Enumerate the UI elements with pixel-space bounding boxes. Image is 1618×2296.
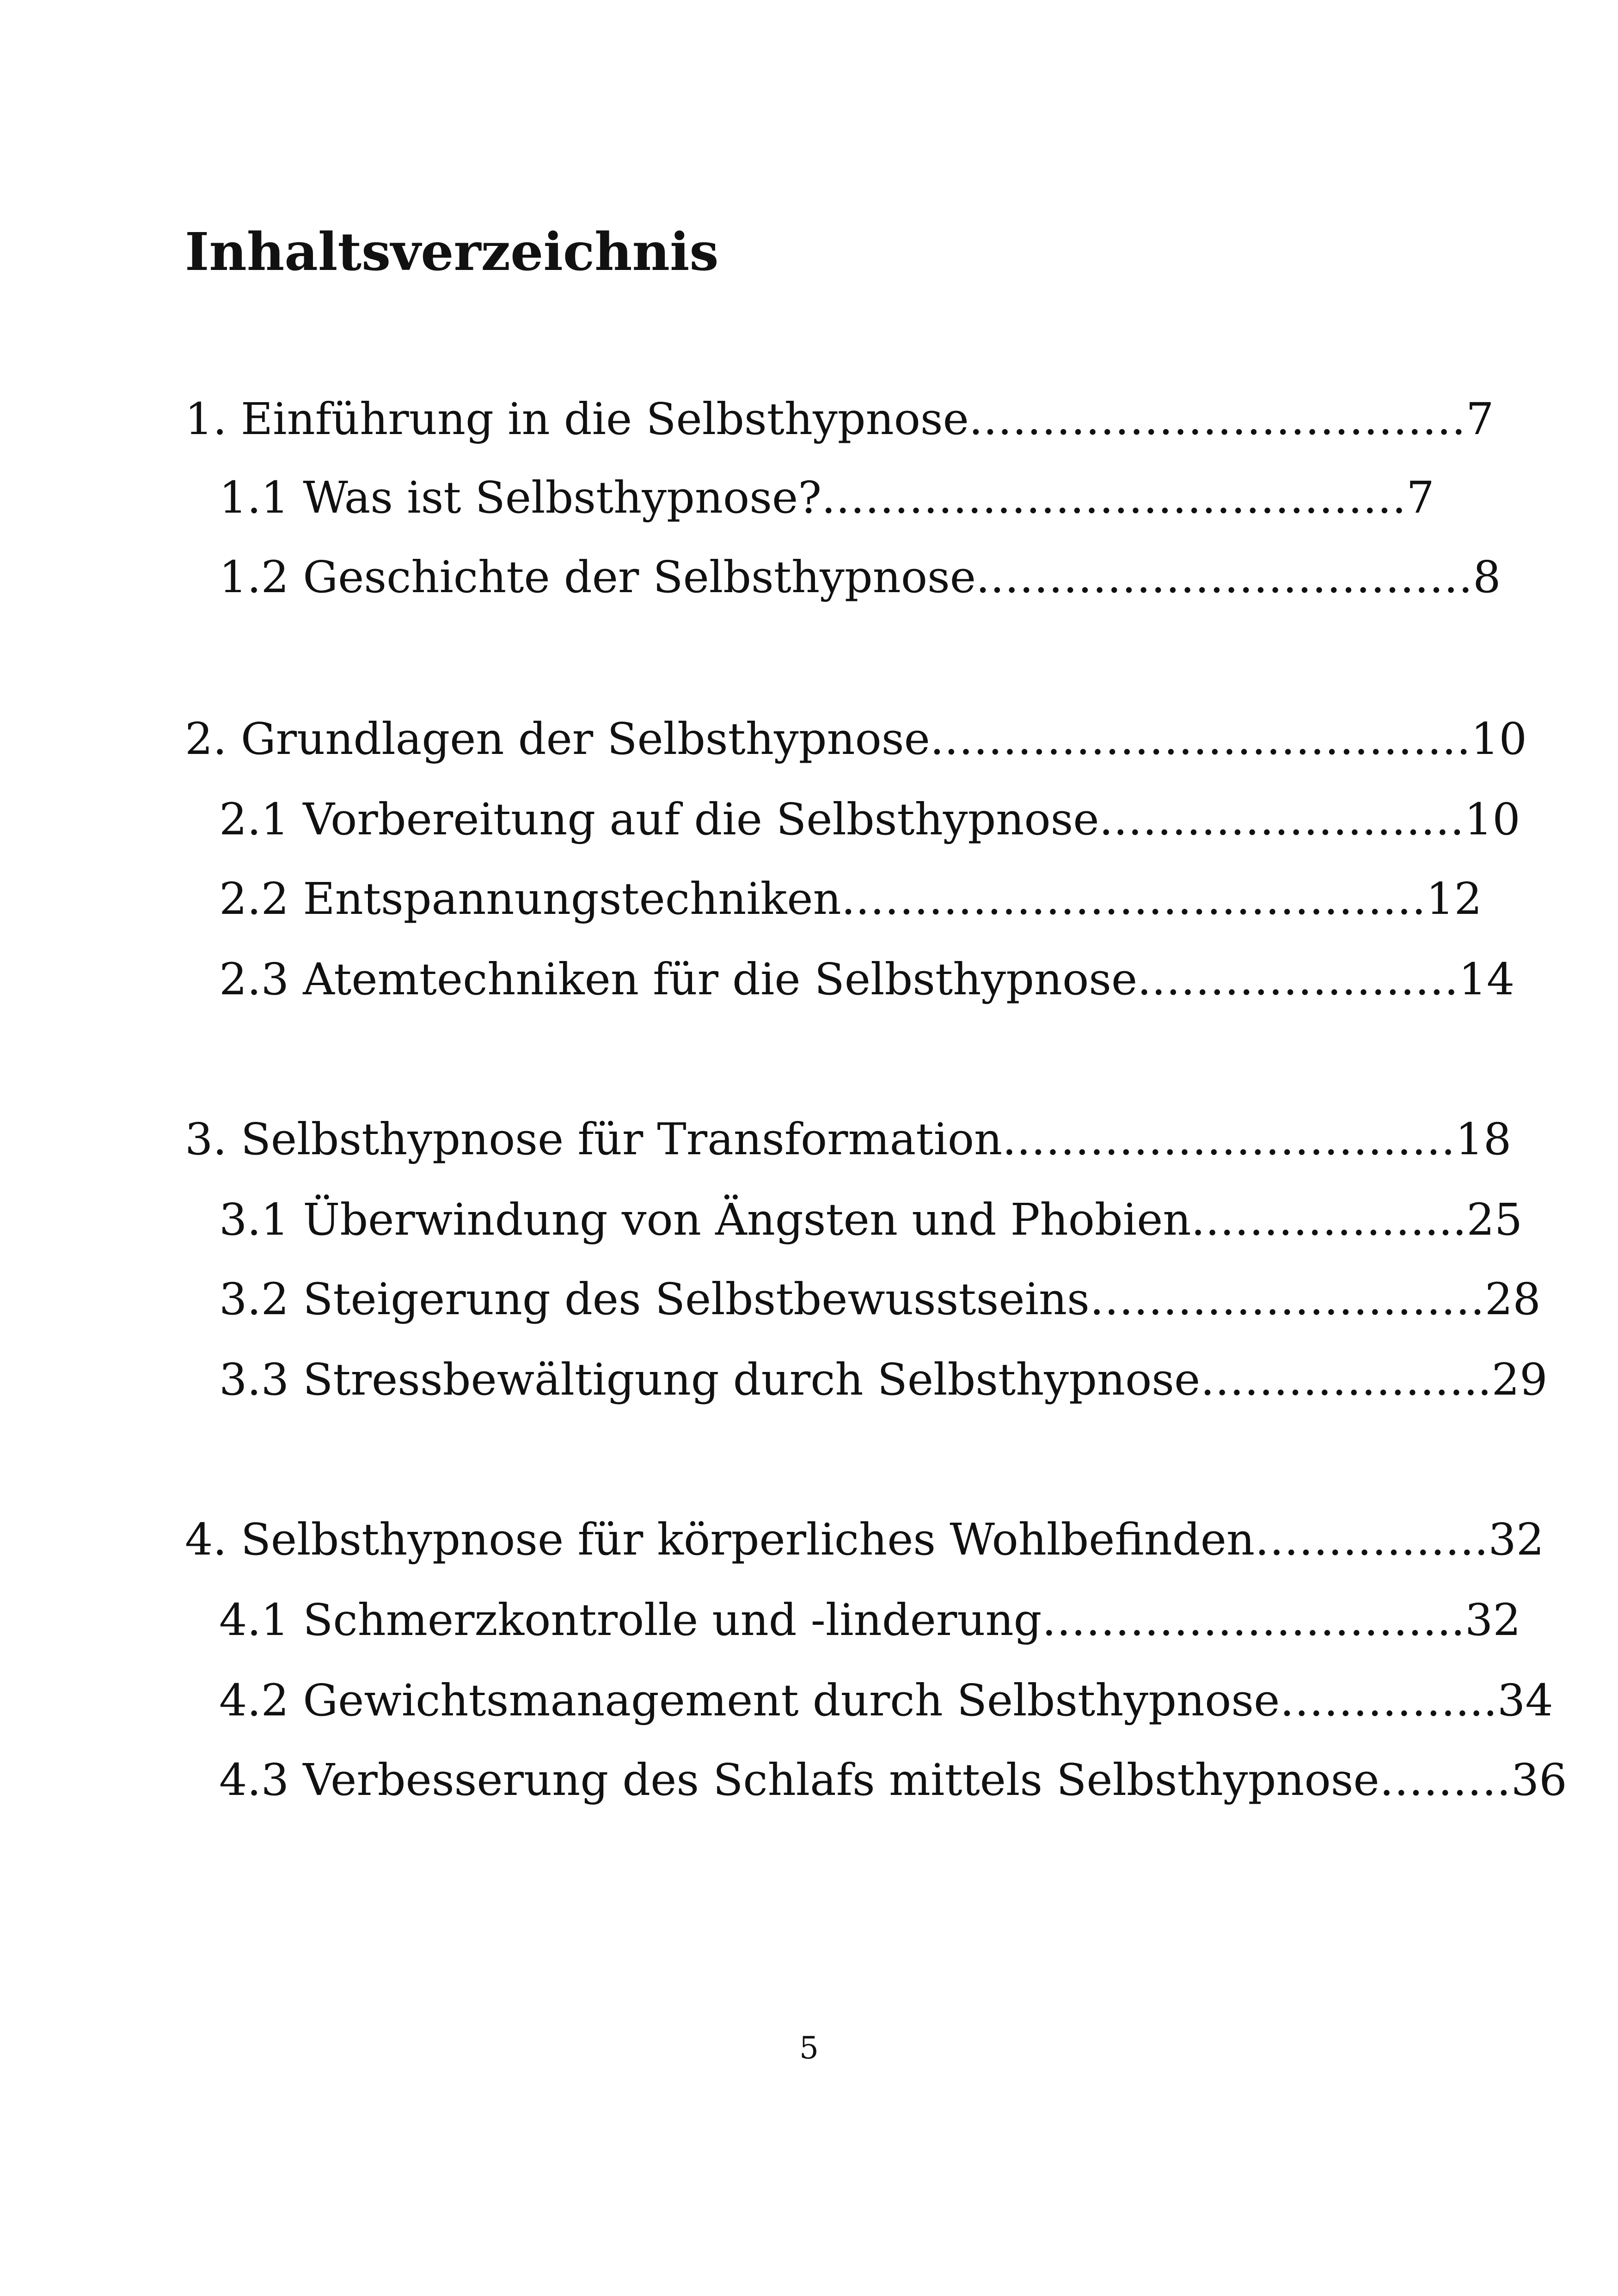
toc-entry-2-3: 2.3 Atemtechniken für die Selbsthypnose.…………………14: [219, 954, 1515, 1005]
toc-entry-3-1: 3.1 Überwindung von Ängsten und Phobien.……………...25: [219, 1194, 1523, 1245]
toc-entry-1-2: 1.2 Geschichte der Selbsthypnose.……………………………8: [219, 552, 1501, 603]
toc-entry-3-2: 3.2 Steigerung des Selbstbewusstseins………………………28: [219, 1274, 1541, 1325]
toc-entry-4-3: 4.3 Verbesserung des Schlafs mittels Selbsthypnose………36: [219, 1755, 1567, 1806]
toc-entry-1-1: 1.1 Was ist Selbsthypnose?.…………………………………7: [219, 472, 1434, 523]
toc-entry-2-2: 2.2 Entspannungstechniken.…………………………………12: [219, 874, 1482, 925]
toc-entry-4-2: 4.2 Gewichtsmanagement durch Selbsthypnose…………...34: [219, 1675, 1553, 1726]
page-number: 5: [799, 2030, 819, 2066]
toc-entry-3: 3. Selbsthypnose für Transformation.…………………………18: [185, 1114, 1512, 1165]
toc-entry-2: 2. Grundlagen der Selbsthypnose.………………………………10: [185, 714, 1527, 765]
toc-entry-1: 1. Einführung in die Selbsthypnose.……………………………7: [185, 394, 1494, 445]
toc-entry-4: 4. Selbsthypnose für körperliches Wohlbefinden…………….32: [185, 1514, 1544, 1565]
toc-entry-4-1: 4.1 Schmerzkontrolle und -linderung………………………..32: [219, 1595, 1521, 1646]
toc-entry-2-1: 2.1 Vorbereitung auf die Selbsthypnose.……………………10: [219, 794, 1520, 845]
toc-heading: Inhaltsverzeichnis: [185, 222, 719, 282]
toc-entry-3-3: 3.3 Stressbewältigung durch Selbsthypnose………………..29: [219, 1354, 1548, 1405]
